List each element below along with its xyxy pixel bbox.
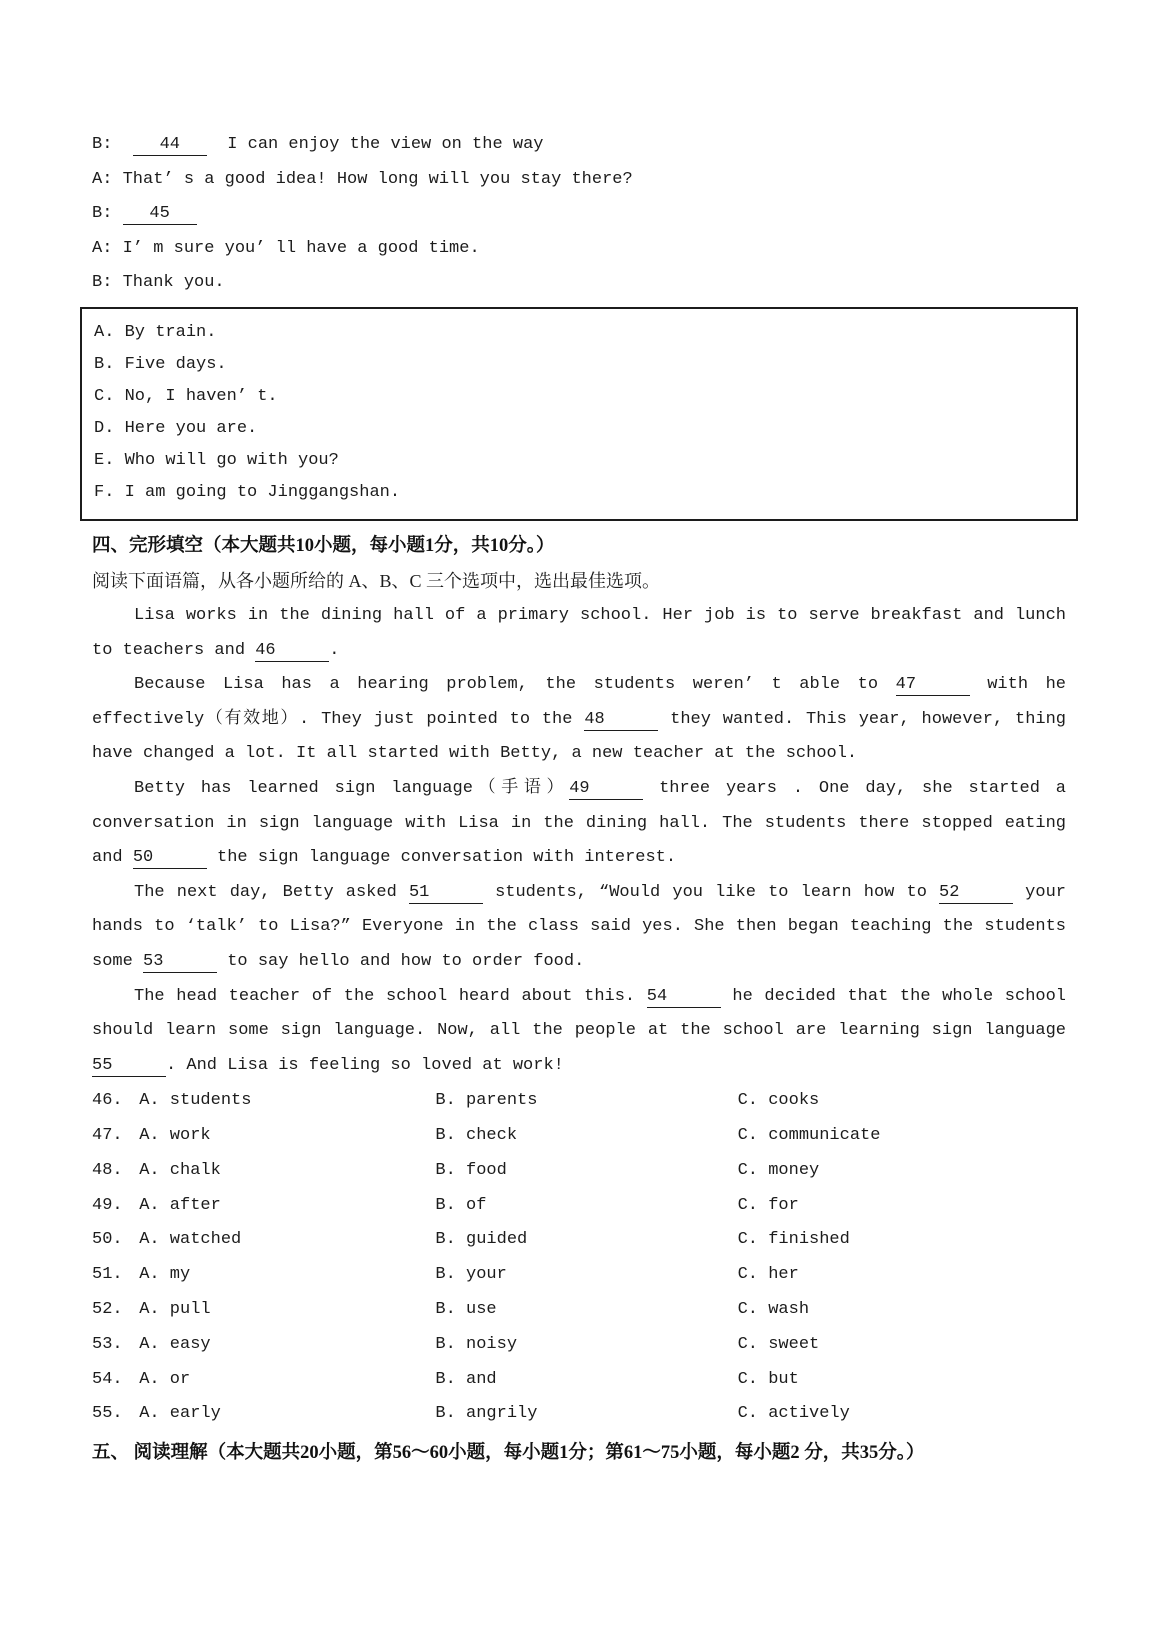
- cloze-passage: [92, 599, 1066, 1083]
- option-a: A. early: [139, 1404, 221, 1424]
- cloze-option-row-55: [92, 1397, 1066, 1432]
- cloze-option-row-46: [92, 1084, 1066, 1119]
- question-number: 53.: [92, 1334, 123, 1354]
- dialogue-section: [92, 128, 1066, 301]
- option-b: B. check: [435, 1126, 518, 1146]
- box-option-b: B. Five days.: [94, 354, 227, 374]
- blank-46: 46: [255, 640, 329, 662]
- question-number: 47.: [92, 1126, 123, 1146]
- question-number: 49.: [92, 1195, 123, 1215]
- cloze-paragraph: Lisa works in the dining hall of a primary school. Her job is to serve breakfast and lunch to teachers and 46 .: [92, 605, 1066, 660]
- option-b: B. and: [435, 1369, 497, 1389]
- option-b: B. use: [435, 1300, 497, 1320]
- blank-50: 50: [133, 847, 207, 869]
- section4-heading: 四、完形填空（本大题共10小题，每小题1分，共10分。）: [92, 535, 555, 556]
- option-b: B. guided: [435, 1230, 528, 1250]
- cloze-option-row-51: [92, 1258, 1066, 1293]
- cloze-option-row-52: [92, 1293, 1066, 1328]
- option-a: A. after: [139, 1195, 221, 1215]
- question-number: 51.: [92, 1265, 123, 1285]
- dialogue-line: B: 45: [92, 197, 1066, 232]
- blank-47: 47: [896, 674, 970, 696]
- question-number: 54.: [92, 1369, 123, 1389]
- cloze-paragraph: Betty has learned sign language（手语）49 three years . One day, she started a conversation in sign language with Lisa in the dining hall. The students there stopped eating and 50 the sign language conversation with interest.: [92, 778, 1066, 868]
- option-b: B. noisy: [435, 1334, 518, 1354]
- dialogue-line: A: I’ m sure you’ ll have a good time.: [92, 238, 480, 258]
- cloze-option-row-47: [92, 1119, 1066, 1154]
- option-a: A. students: [139, 1091, 252, 1111]
- option-b: B. parents: [435, 1091, 538, 1111]
- cloze-paragraph: Because Lisa has a hearing problem, the students weren’ t able to 47 with he effectively（有效地）. They just pointed to the 48 they wanted. This year, however, thing have changed a lot. It all started with Betty, a new teacher at the school.: [92, 675, 1066, 764]
- option-c: C. actively: [737, 1404, 850, 1424]
- option-c: C. cooks: [737, 1091, 820, 1111]
- blank-44: 44: [133, 134, 207, 156]
- option-a: A. work: [139, 1126, 211, 1146]
- cloze-option-row-48: [92, 1154, 1066, 1189]
- dialogue-line: A: That’ s a good idea! How long will you stay there?: [92, 169, 633, 189]
- cloze-option-row-53: [92, 1328, 1066, 1363]
- dialogue-line: B: Thank you.: [92, 273, 225, 293]
- option-b: B. food: [435, 1160, 507, 1180]
- cloze-paragraph: The next day, Betty asked 51 students, “Would you like to learn how to 52 your hands to ‘talk’ to Lisa?” Everyone in the class said yes. She then began teaching the students some 53 to say hello and how to order food.: [92, 882, 1066, 971]
- section5-heading: 五、 阅读理解（本大题共20小题，第56～60小题，每小题1分；第61～75小题，每小题2 分，共35分。）: [92, 1443, 925, 1464]
- blank-48: 48: [584, 709, 658, 731]
- question-number: 55.: [92, 1404, 123, 1424]
- question-number: 48.: [92, 1160, 123, 1180]
- blank-52: 52: [939, 882, 1013, 904]
- question-number: 50.: [92, 1230, 123, 1250]
- option-c: C. but: [737, 1369, 799, 1389]
- cloze-options-table: [92, 1084, 1066, 1432]
- option-b: B. your: [435, 1265, 507, 1285]
- option-a: A. easy: [139, 1334, 211, 1354]
- option-a: A. chalk: [139, 1160, 221, 1180]
- dialogue-line: B: 44 I can enjoy the view on the way: [92, 135, 544, 154]
- question-number: 52.: [92, 1300, 123, 1320]
- box-option-d: D. Here you are.: [94, 418, 258, 438]
- option-c: C. communicate: [737, 1126, 881, 1146]
- cloze-paragraph: The head teacher of the school heard about this. 54 he decided that the whole school should learn some sign language. Now, all the people at the school are learning sign language 55 . And Lisa is feeling so loved at work!: [92, 986, 1067, 1075]
- cloze-option-row-50: [92, 1223, 1066, 1258]
- answer-options-box: [80, 307, 1078, 521]
- box-option-e: E. Who will go with you?: [94, 450, 339, 470]
- cloze-instruction: 阅读下面语篇，从各小题所给的 A、B、C 三个选项中，选出最佳选项。: [92, 570, 661, 591]
- option-b: B. angrily: [435, 1404, 538, 1424]
- option-b: B. of: [435, 1195, 487, 1215]
- blank-49: 49: [569, 778, 643, 800]
- option-a: A. pull: [139, 1300, 211, 1320]
- option-a: A. my: [139, 1265, 191, 1285]
- blank-55: 55: [92, 1055, 166, 1077]
- blank-54: 54: [647, 986, 721, 1008]
- option-c: C. finished: [737, 1230, 850, 1250]
- blank-53: 53: [143, 951, 217, 973]
- option-a: A. or: [139, 1369, 191, 1389]
- box-option-f: F. I am going to Jinggangshan.: [94, 482, 401, 502]
- option-c: C. money: [737, 1160, 820, 1180]
- box-option-c: C. No, I haven’ t.: [94, 386, 278, 406]
- option-c: C. sweet: [737, 1334, 820, 1354]
- option-c: C. for: [737, 1195, 799, 1215]
- box-option-a: A. By train.: [94, 322, 217, 342]
- option-c: C. her: [737, 1265, 799, 1285]
- option-c: C. wash: [737, 1300, 810, 1320]
- cloze-option-row-54: [92, 1363, 1066, 1398]
- option-a: A. watched: [139, 1230, 242, 1250]
- question-number: 46.: [92, 1091, 123, 1111]
- cloze-option-row-49: [92, 1189, 1066, 1224]
- blank-45: 45: [123, 203, 197, 225]
- blank-51: 51: [409, 882, 483, 904]
